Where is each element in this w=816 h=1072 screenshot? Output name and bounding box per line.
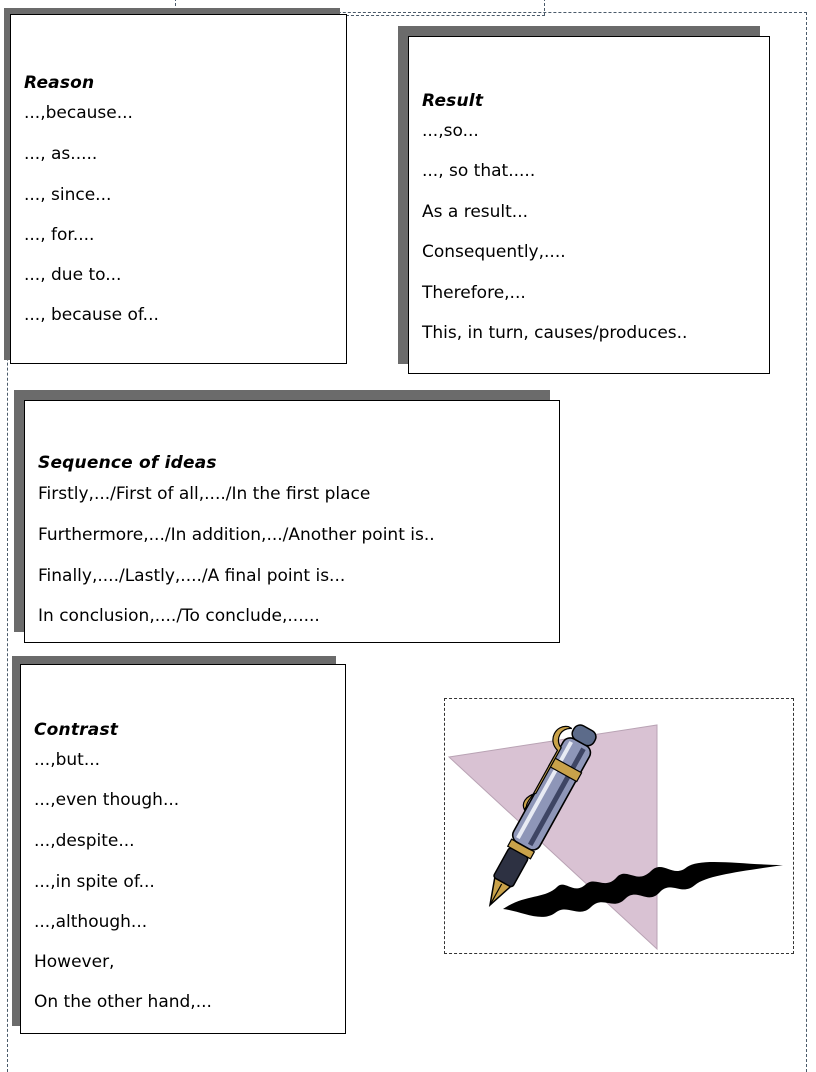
contrast-item: ...,despite... [34,831,135,851]
pen-clipart-frame [444,698,794,954]
sequence-item: Furthermore,.../In addition,.../Another point is.. [38,525,435,545]
contrast-item: ...,but... [34,750,101,770]
result-item: As a result... [422,202,529,222]
result-item: ..., so that..... [422,161,536,181]
reason-item: ..., because of... [24,305,159,325]
reason-item: ..., since... [24,185,112,205]
reason-box [10,14,347,364]
result-heading: Result [422,91,484,111]
contrast-box [20,664,346,1034]
sequence-item: Firstly,.../First of all,..../In the first place [38,484,371,504]
contrast-heading: Contrast [34,720,119,740]
fountain-pen-icon [445,699,793,953]
contrast-item: ...,in spite of... [34,872,155,892]
sequence-heading: Sequence of ideas [38,453,217,473]
sequence-item: Finally,..../Lastly,..../A final point is... [38,566,346,586]
contrast-item: ...,even though... [34,790,180,810]
result-box [408,36,770,374]
reason-item: ..., due to... [24,265,122,285]
result-item: Consequently,.... [422,242,566,262]
result-item: ...,so... [422,121,479,141]
sequence-item: In conclusion,..../To conclude,...... [38,606,320,626]
reason-item: ...,because... [24,103,133,123]
contrast-item: On the other hand,... [34,992,212,1012]
reason-item: ..., as..... [24,144,98,164]
reason-heading: Reason [24,73,95,93]
contrast-item: ...,although... [34,912,148,932]
contrast-item: However, [34,952,115,972]
result-item: Therefore,... [422,283,526,303]
result-item: This, in turn, causes/produces.. [422,323,688,343]
sequence-box [24,400,560,643]
reason-item: ..., for.... [24,225,95,245]
